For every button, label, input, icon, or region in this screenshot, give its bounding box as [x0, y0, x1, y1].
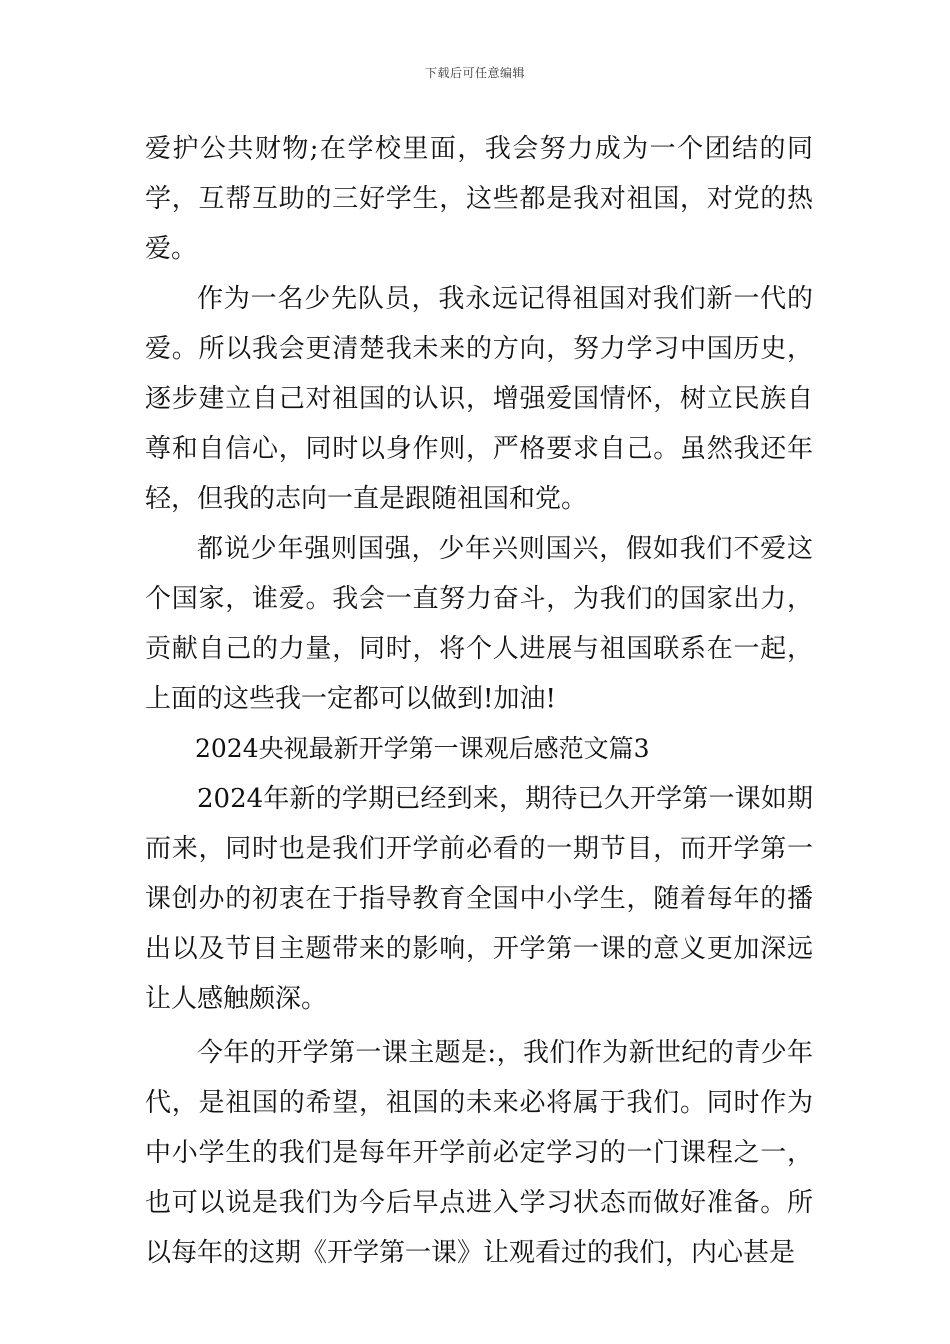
- page-header: 下载后可任意编辑: [424, 66, 525, 80]
- document-body: [145, 124, 813, 1278]
- paragraph-2: 作为一名少先队员，我永远记得祖国对我们新一代的爱。所以我会更清楚我未来的方向，努力学习中国历史，逐步建立自己对祖国的认识，增强爱国情怀，树立民族自尊和自信心，同时以身作则，严格要求自己。虽然我还年轻，但我的志向一直是跟随祖国和党。: [145, 284, 813, 514]
- section-heading: 2024央视最新开学第一课观后感范文篇3: [195, 734, 650, 763]
- paragraph-4: 2024年新的学期已经到来，期待已久开学第一课如期而来，同时也是我们开学前必看的一期节目，而开学第一课创办的初衷在于指导教育全国中小学生，随着每年的播出以及节目主题带来的影响，开学第一课的意义更加深远让人感触颇深。: [145, 784, 813, 1014]
- paragraph-3: 都说少年强则国强，少年兴则国兴，假如我们不爱这个国家，谁爱。我会一直努力奋斗，为我们的国家出力，贡献自己的力量，同时，将个人进展与祖国联系在一起，上面的这些我一定都可以做到!加油!: [145, 534, 813, 714]
- paragraph-5: 今年的开学第一课主题是:，我们作为新世纪的青少年代，是祖国的希望，祖国的未来必将属于我们。同时作为中小学生的我们是每年开学前必定学习的一门课程之一，也可以说是我们为今后早点进入学习状态而做好准备。所以每年的这期《开学第一课》让观看过的我们，内心甚是: [145, 1038, 813, 1268]
- paragraph-1: 爱护公共财物;在学校里面，我会努力成为一个团结的同学，互帮互助的三好学生，这些都是我对祖国，对党的热爱。: [145, 134, 813, 264]
